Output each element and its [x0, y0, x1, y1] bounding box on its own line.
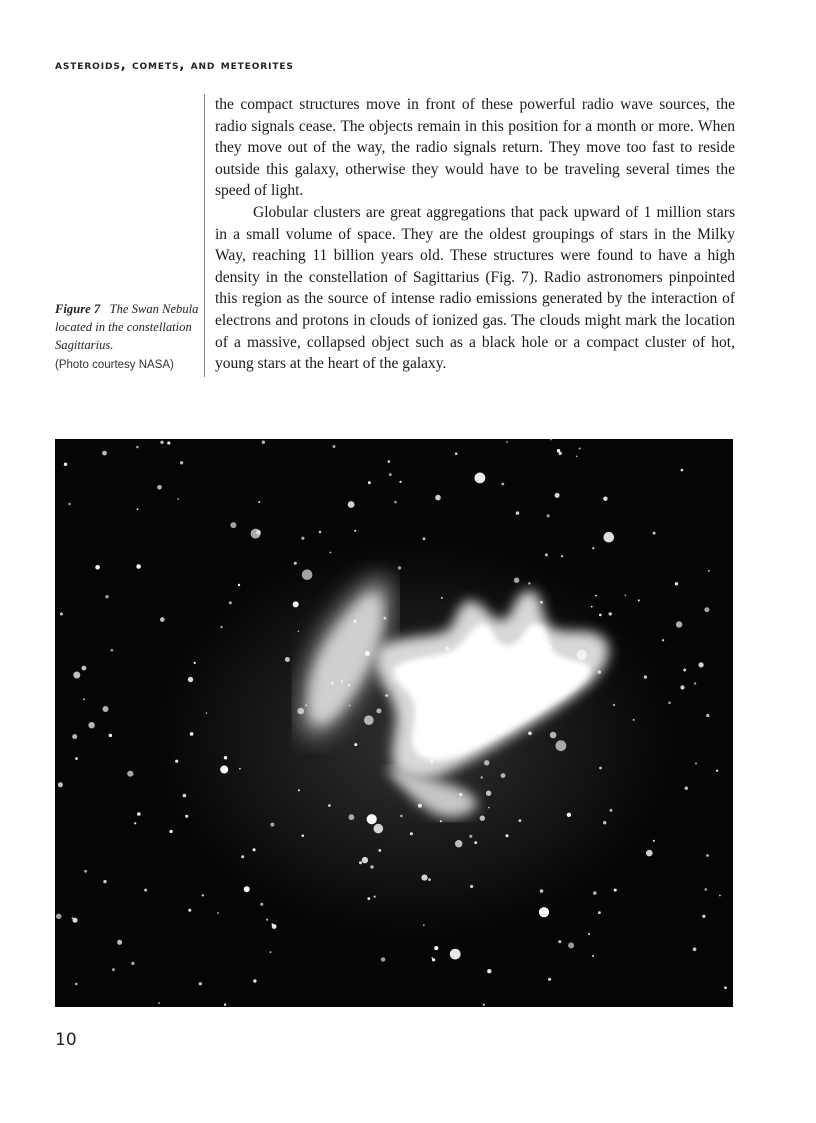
star: [188, 677, 193, 682]
star: [381, 957, 385, 961]
star: [220, 766, 228, 774]
star: [683, 669, 686, 672]
star: [540, 889, 544, 893]
star: [486, 791, 491, 796]
star: [410, 687, 412, 689]
star: [362, 857, 368, 863]
star: [73, 918, 78, 923]
star: [293, 601, 299, 607]
star: [368, 481, 371, 484]
star: [95, 565, 100, 570]
paragraph-1: the compact structures move in front of these powerful radio wave sources, the radio signals cease. The objects remain in this position for a month or more. When they move out of the way, the radio signals return. They move too fast to reside outside this galaxy, otherwise they would have to be traveling several times the speed of light.: [215, 96, 735, 200]
star: [705, 888, 707, 890]
star: [349, 814, 355, 820]
star: [410, 832, 413, 835]
star: [258, 501, 260, 503]
star: [455, 840, 462, 847]
star: [190, 732, 194, 736]
star: [134, 822, 136, 824]
star: [450, 949, 461, 960]
star: [676, 621, 682, 627]
star: [532, 672, 538, 678]
star: [364, 715, 374, 725]
star: [633, 719, 635, 721]
star: [270, 823, 274, 827]
star: [220, 626, 222, 628]
star: [603, 821, 606, 824]
star: [239, 768, 241, 770]
star: [595, 595, 597, 597]
star: [253, 848, 256, 851]
star: [359, 861, 362, 864]
star: [376, 708, 381, 713]
star: [127, 771, 133, 777]
star: [301, 537, 304, 540]
star: [550, 646, 553, 649]
star: [675, 582, 678, 585]
star: [256, 530, 261, 535]
star: [202, 894, 204, 896]
star: [469, 835, 472, 838]
star: [702, 915, 705, 918]
star: [693, 948, 697, 952]
star: [592, 547, 594, 549]
star: [576, 456, 578, 458]
star: [105, 595, 108, 598]
star: [102, 451, 107, 456]
star: [238, 584, 240, 586]
star: [177, 498, 179, 500]
star: [260, 903, 263, 906]
star: [593, 891, 597, 895]
star: [724, 986, 727, 989]
star: [516, 511, 519, 514]
star: [398, 566, 401, 569]
star: [158, 1002, 160, 1004]
star: [470, 885, 473, 888]
star: [194, 662, 196, 664]
star: [599, 767, 602, 770]
star: [653, 840, 655, 842]
star: [539, 907, 549, 917]
star: [480, 816, 485, 821]
star: [430, 760, 433, 763]
paragraph-2: Globular clusters are great aggregations that pack upward of 1 million stars in a small volume of space. They are the oldest groupings of stars in the Milky Way, reaching 11 billion years old. These structures were found to have a high density in the constellation of Sagittarius (Fig. 7). Radio astronomers pinpointed this region as the source of intense radio emissions generated by the interaction of electrons and protons in clouds of ionized gas. The clouds might mark the location of a massive, collapsed object such as a black hole or a compact cluster of hot, young stars at the heart of the galaxy.: [215, 203, 735, 373]
star: [588, 933, 590, 935]
star: [131, 962, 134, 965]
star: [348, 684, 350, 686]
star: [354, 530, 356, 532]
star: [599, 614, 602, 617]
star: [646, 850, 653, 857]
swan-nebula-photo: [55, 439, 733, 1007]
star: [241, 855, 244, 858]
star: [510, 689, 513, 692]
star: [638, 599, 640, 601]
star: [567, 813, 571, 817]
star: [577, 650, 587, 660]
star: [137, 812, 141, 816]
star: [83, 698, 85, 700]
star: [603, 497, 607, 501]
star: [302, 569, 313, 580]
star: [694, 682, 696, 684]
star: [625, 594, 627, 596]
star: [389, 473, 392, 476]
star: [75, 983, 77, 985]
star: [266, 919, 268, 921]
star: [244, 886, 250, 892]
star: [474, 841, 477, 844]
star: [487, 969, 491, 973]
star: [298, 789, 300, 791]
star: [206, 712, 208, 714]
star: [285, 657, 290, 662]
star: [579, 448, 581, 450]
star: [481, 776, 483, 778]
star: [82, 666, 87, 671]
star: [423, 924, 425, 926]
star: [455, 452, 458, 455]
star: [414, 672, 416, 674]
star: [137, 508, 139, 510]
star: [440, 820, 442, 822]
star: [609, 612, 612, 615]
star: [160, 617, 165, 622]
figure-caption: [55, 300, 200, 374]
star: [58, 782, 63, 787]
star: [160, 441, 163, 444]
star: [229, 601, 232, 604]
star: [681, 469, 684, 472]
star: [644, 675, 647, 678]
star: [704, 607, 709, 612]
star: [388, 460, 391, 463]
star: [591, 606, 593, 608]
star: [270, 951, 272, 953]
star: [548, 978, 551, 981]
star: [514, 578, 519, 583]
star: [598, 670, 602, 674]
star: [680, 685, 684, 689]
star: [540, 601, 543, 604]
star: [319, 531, 322, 534]
star: [459, 793, 462, 796]
figure-label: Figure 7: [55, 302, 101, 316]
star: [439, 673, 443, 677]
star: [443, 683, 445, 685]
star: [73, 672, 80, 679]
star: [111, 649, 114, 652]
star: [224, 756, 227, 759]
running-head: asteroids, comets, and meteorites: [55, 58, 294, 73]
star: [435, 495, 441, 501]
star: [719, 895, 721, 897]
body-text: [215, 94, 735, 375]
star: [330, 552, 332, 554]
star: [685, 787, 688, 790]
star: [297, 708, 304, 715]
star: [485, 710, 490, 715]
star: [112, 968, 115, 971]
star: [614, 889, 617, 892]
star: [400, 815, 402, 817]
star: [167, 441, 170, 444]
star: [333, 445, 336, 448]
star: [183, 794, 187, 798]
star: [157, 485, 162, 490]
star: [331, 682, 334, 685]
star: [610, 809, 613, 812]
star: [170, 830, 173, 833]
star: [328, 804, 331, 807]
star: [519, 819, 522, 822]
star: [483, 1004, 485, 1006]
star: [547, 514, 550, 517]
star: [558, 940, 561, 943]
star: [501, 773, 506, 778]
star: [706, 714, 709, 717]
star: [662, 639, 664, 641]
star: [445, 647, 449, 651]
star: [561, 555, 563, 557]
star: [75, 757, 78, 760]
star: [144, 889, 147, 892]
star: [103, 880, 106, 883]
star: [224, 1004, 226, 1006]
star: [188, 909, 191, 912]
star: [604, 532, 615, 543]
page-number: 10: [55, 1030, 77, 1050]
figure-caption-text: The Swan Nebula located in the constellation Sagittarius.: [55, 302, 199, 352]
star: [367, 897, 370, 900]
star: [501, 483, 504, 486]
star: [506, 834, 509, 837]
star: [60, 613, 63, 616]
star: [716, 770, 718, 772]
star: [385, 694, 388, 697]
star: [668, 701, 671, 704]
star: [432, 958, 435, 961]
star: [217, 912, 219, 914]
star: [136, 564, 141, 569]
star: [699, 662, 704, 667]
star: [103, 706, 109, 712]
column-divider: [204, 94, 205, 377]
star: [136, 446, 139, 449]
star: [305, 704, 307, 706]
star: [434, 946, 438, 950]
star: [706, 854, 709, 857]
star: [88, 722, 94, 728]
star: [298, 630, 300, 632]
star: [421, 875, 427, 881]
star: [399, 481, 401, 483]
star: [428, 878, 431, 881]
star: [528, 582, 530, 584]
star: [64, 463, 67, 466]
star: [488, 807, 490, 809]
star: [262, 441, 265, 444]
star: [506, 441, 508, 443]
star: [230, 522, 236, 528]
star: [378, 849, 381, 852]
star: [185, 815, 188, 818]
star: [394, 501, 397, 504]
star: [374, 824, 384, 834]
star: [354, 620, 357, 623]
star: [556, 740, 567, 751]
star: [478, 661, 482, 665]
star: [557, 449, 560, 452]
star: [175, 760, 178, 763]
star: [72, 734, 77, 739]
star: [117, 940, 122, 945]
star: [180, 461, 183, 464]
star: [550, 732, 557, 739]
star: [349, 705, 351, 707]
star: [441, 597, 443, 599]
star: [271, 923, 273, 925]
star: [374, 896, 376, 898]
star: [354, 743, 357, 746]
star: [302, 834, 305, 837]
star: [68, 503, 70, 505]
star: [708, 570, 710, 572]
star: [370, 865, 374, 869]
star: [294, 562, 297, 565]
star: [365, 651, 370, 656]
star: [613, 704, 615, 706]
star: [423, 537, 426, 540]
star: [431, 957, 433, 959]
star: [109, 734, 112, 737]
star: [253, 979, 256, 982]
star: [528, 732, 532, 736]
star: [56, 914, 62, 920]
star: [475, 473, 486, 484]
nebula-image: [55, 439, 733, 1007]
star: [84, 870, 87, 873]
star: [367, 814, 377, 824]
star: [341, 680, 343, 682]
star: [555, 493, 560, 498]
star: [545, 553, 548, 556]
star: [384, 617, 387, 620]
photo-credit: (Photo courtesy NASA): [55, 359, 174, 371]
star: [418, 804, 422, 808]
star: [592, 955, 594, 957]
star: [598, 911, 601, 914]
star: [348, 501, 355, 508]
star: [199, 982, 202, 985]
star: [484, 760, 489, 765]
star: [568, 942, 574, 948]
star: [695, 763, 697, 765]
star: [482, 718, 484, 720]
star: [653, 532, 656, 535]
